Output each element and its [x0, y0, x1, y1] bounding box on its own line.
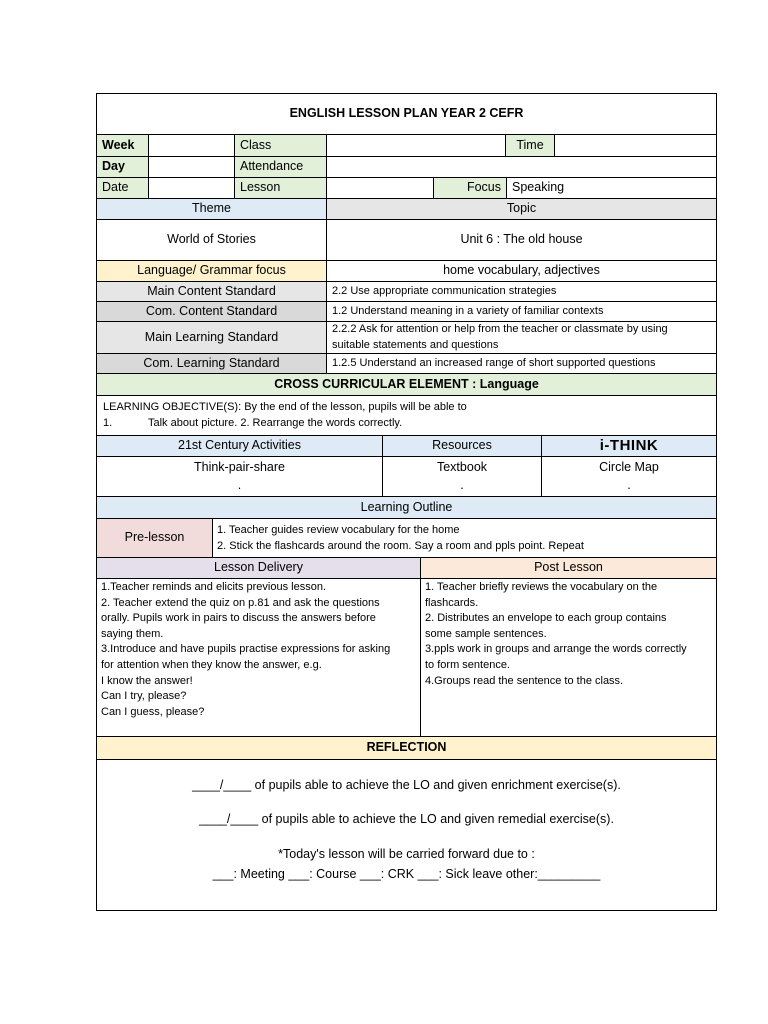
reflection-header: REFLECTION [97, 737, 716, 760]
theme-value: World of Stories [97, 220, 327, 261]
main-learning-standard-value [327, 322, 716, 354]
ithink-logo-text: i-THINK [599, 436, 659, 454]
ithink-dot: . [627, 478, 631, 492]
post-lesson-line: 3.ppls work in groups and arrange the words correctly [425, 643, 687, 656]
com-content-standard-value: 1.2 Understand meaning in a variety of familiar contexts [327, 302, 716, 322]
post-lesson-line: 2. Distributes an envelope to each group contains [425, 612, 667, 625]
class-label: Class [235, 135, 327, 157]
learning-objective-text: Talk about picture. 2. Rearrange the words correctly. [148, 417, 403, 429]
lesson-delivery-line: 1.Teacher reminds and elicits previous lesson. [101, 581, 327, 593]
time-label: Time [506, 135, 555, 157]
ithink-logo [542, 436, 716, 457]
date-label: Date [97, 178, 149, 199]
post-lesson-line: flashcards. [425, 596, 479, 609]
focus-label: Focus [434, 178, 507, 199]
attendance-field[interactable] [327, 157, 716, 178]
post-lesson-line: to form sentence. [425, 658, 510, 671]
lesson-delivery-content [97, 579, 421, 737]
com-learning-standard-value: 1.2.5 Understand an increased range of short supported questions [327, 354, 716, 374]
lesson-delivery-line: I know the answer! [101, 674, 193, 687]
learning-objective-items [103, 415, 710, 431]
learning-objective-intro: LEARNING OBJECTIVE(S): By the end of the lesson, pupils will be able to [103, 401, 467, 413]
post-lesson-line: 1. Teacher briefly reviews the vocabulary on the [425, 581, 658, 593]
cross-curricular-element: CROSS CURRICULAR ELEMENT : Language [97, 374, 716, 396]
grammar-value: home vocabulary, adjectives [327, 261, 716, 282]
lesson-delivery-line: for attention when they know the answer, e.g. [101, 658, 322, 671]
lesson-delivery-line: Can I try, please? [101, 690, 187, 703]
grammar-label: Language/ Grammar focus [97, 261, 327, 282]
main-learning-standard-line2: suitable statements and questions [332, 338, 499, 351]
class-field[interactable] [327, 135, 506, 157]
lesson-delivery-line: saying them. [101, 627, 164, 640]
main-content-standard-value: 2.2 Use appropriate communication strategies [327, 282, 716, 302]
resources-value [383, 457, 542, 497]
lesson-delivery-line: 3.Introduce and have pupils practise expressions for asking [101, 643, 391, 656]
resources-text: Textbook [436, 460, 488, 474]
week-field[interactable] [149, 135, 235, 157]
pre-lesson-label: Pre-lesson [97, 519, 213, 558]
main-learning-standard-line1: 2.2.2 Ask for attention or help from the teacher or classmate by using [332, 323, 668, 335]
lesson-plan-table [96, 93, 717, 911]
topic-header: Topic [327, 199, 716, 220]
pre-lesson-content [213, 519, 716, 558]
ithink-text: Circle Map [599, 460, 659, 474]
date-field[interactable] [149, 178, 235, 199]
week-label: Week [97, 135, 149, 157]
main-learning-standard-label: Main Learning Standard [97, 322, 327, 354]
reflection-content [97, 760, 716, 910]
topic-value: Unit 6 : The old house [327, 220, 716, 261]
pre-lesson-line2: 2. Stick the flashcards around the room. Say a room and ppls point. Repeat [217, 540, 584, 552]
learning-objective [97, 396, 716, 436]
com-learning-standard-label: Com. Learning Standard [97, 354, 327, 374]
page-title: ENGLISH LESSON PLAN YEAR 2 CEFR [97, 94, 716, 135]
resources-dot: . [460, 478, 464, 492]
focus-field[interactable]: Speaking [507, 178, 716, 199]
lesson-label: Lesson [235, 178, 327, 199]
lesson-delivery-line: 2. Teacher extend the quiz on p.81 and ask the questions [101, 596, 380, 609]
post-lesson-content [421, 579, 716, 737]
activities-21st-dot: . [237, 478, 242, 492]
activities-21st-header: 21st Century Activities [97, 436, 383, 457]
time-field[interactable] [555, 135, 716, 157]
resources-header: Resources [383, 436, 542, 457]
lesson-delivery-header: Lesson Delivery [97, 558, 421, 579]
post-lesson-line: 4.Groups read the sentence to the class. [425, 674, 624, 687]
post-lesson-line: some sample sentences. [425, 627, 547, 640]
reflection-remedial: ____/____ of pupils able to achieve the LO and given remedial exercise(s). [199, 811, 614, 826]
activities-21st-value [97, 457, 383, 497]
reflection-carried-forward: *Today's lesson will be carried forward due to : [278, 847, 535, 862]
day-label: Day [97, 157, 149, 178]
learning-outline-header: Learning Outline [97, 497, 716, 519]
day-field[interactable] [149, 157, 235, 178]
reflection-enrichment: ____/____ of pupils able to achieve the LO and given enrichment exercise(s). [192, 778, 621, 792]
activities-21st-text: Think-pair-share [193, 460, 285, 474]
lesson-field[interactable] [327, 178, 434, 199]
main-content-standard-label: Main Content Standard [97, 282, 327, 302]
learning-objective-number: 1. [103, 417, 113, 429]
attendance-label: Attendance [235, 157, 327, 178]
ithink-value [542, 457, 716, 497]
com-content-standard-label: Com. Content Standard [97, 302, 327, 322]
pre-lesson-line1: 1. Teacher guides review vocabulary for the home [217, 524, 460, 536]
reflection-reasons: ___: Meeting ___: Course ___: CRK ___: Sick leave other:_________ [212, 866, 601, 881]
theme-header: Theme [97, 199, 327, 220]
lesson-delivery-line: Can I guess, please? [101, 705, 205, 718]
post-lesson-header: Post Lesson [421, 558, 716, 579]
lesson-delivery-line: orally. Pupils work in pairs to discuss the answers before [101, 612, 376, 625]
